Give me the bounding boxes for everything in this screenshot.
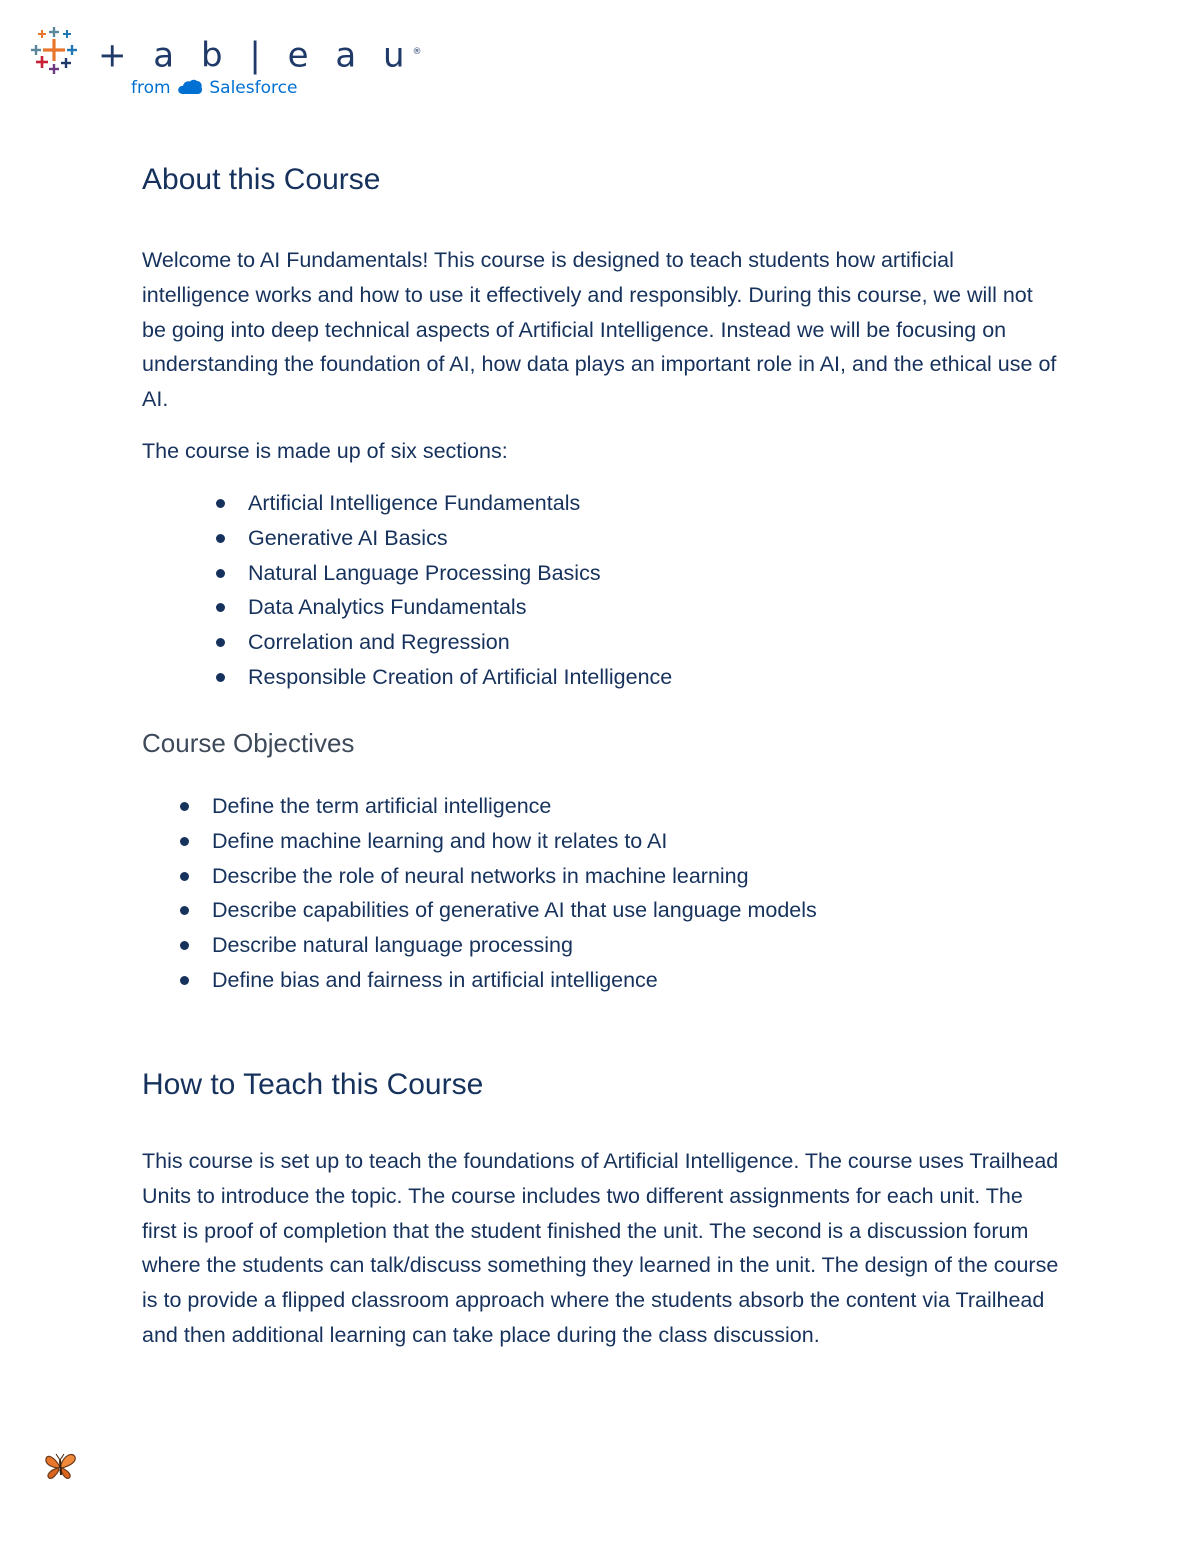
teach-paragraph: This course is set up to teach the foundations of Artificial Intelligence. The course uses Trailhead Units to introduce the topic. The course includes two different assignments for each unit. The first is proof of completion that the student finished the unit. The second is a discussion forum where the students can talk/discuss something they learned in the unit. The design of the course is to provide a flipped classroom approach where the students absorb the content via Trailhead and then additional learning can take place during the class discussion. bbox=[142, 1149, 1059, 1347]
tableau-logo bbox=[30, 26, 422, 100]
bullet-icon bbox=[216, 499, 225, 508]
objectives-list bbox=[212, 789, 817, 998]
bullet-icon bbox=[216, 603, 225, 612]
about-intro-paragraph: Welcome to AI Fundamentals! This course is designed to teach students how artificial intelligence works and how to use it effectively and responsibly. During this course, we will not be going into deep technical aspects of Artificial Intelligence. Instead we will be focusing on understanding the foundation of AI, how data plays an important role in AI, and the ethical use of AI. bbox=[142, 248, 1057, 412]
salesforce-cloud-icon bbox=[177, 78, 203, 96]
bullet-icon bbox=[180, 802, 189, 811]
tableau-cross-icon bbox=[30, 26, 94, 82]
list-item: Define machine learning and how it relates to AI bbox=[212, 824, 817, 859]
butterfly-icon bbox=[42, 1450, 80, 1482]
list-item: Natural Language Processing Basics bbox=[248, 556, 672, 591]
list-item: Define bias and fairness in artificial intelligence bbox=[212, 963, 817, 998]
teach-heading: How to Teach this Course bbox=[142, 1068, 484, 1101]
list-item: Describe the role of neural networks in machine learning bbox=[212, 859, 817, 894]
objectives-heading: Course Objectives bbox=[142, 728, 355, 758]
tableau-wordmark: + a b | e a u® bbox=[98, 35, 422, 76]
bullet-icon bbox=[216, 569, 225, 578]
bullet-icon bbox=[216, 638, 225, 647]
list-item: Define the term artificial intelligence bbox=[212, 789, 817, 824]
bullet-icon bbox=[216, 534, 225, 543]
bullet-icon bbox=[180, 976, 189, 985]
bullet-icon bbox=[216, 673, 225, 682]
from-salesforce: from Salesforce bbox=[131, 78, 298, 98]
sections-intro: The course is made up of six sections: bbox=[142, 439, 508, 463]
list-item: Describe natural language processing bbox=[212, 928, 817, 963]
bullet-icon bbox=[180, 872, 189, 881]
list-item: Correlation and Regression bbox=[248, 625, 672, 660]
list-item: Responsible Creation of Artificial Intelligence bbox=[248, 660, 672, 695]
bullet-icon bbox=[180, 906, 189, 915]
bullet-icon bbox=[180, 837, 189, 846]
about-heading: About this Course bbox=[142, 163, 381, 196]
bullet-icon bbox=[180, 941, 189, 950]
list-item: Generative AI Basics bbox=[248, 521, 672, 556]
list-item: Data Analytics Fundamentals bbox=[248, 590, 672, 625]
list-item: Describe capabilities of generative AI that use language models bbox=[212, 893, 817, 928]
list-item: Artificial Intelligence Fundamentals bbox=[248, 486, 672, 521]
sections-list bbox=[248, 486, 672, 695]
